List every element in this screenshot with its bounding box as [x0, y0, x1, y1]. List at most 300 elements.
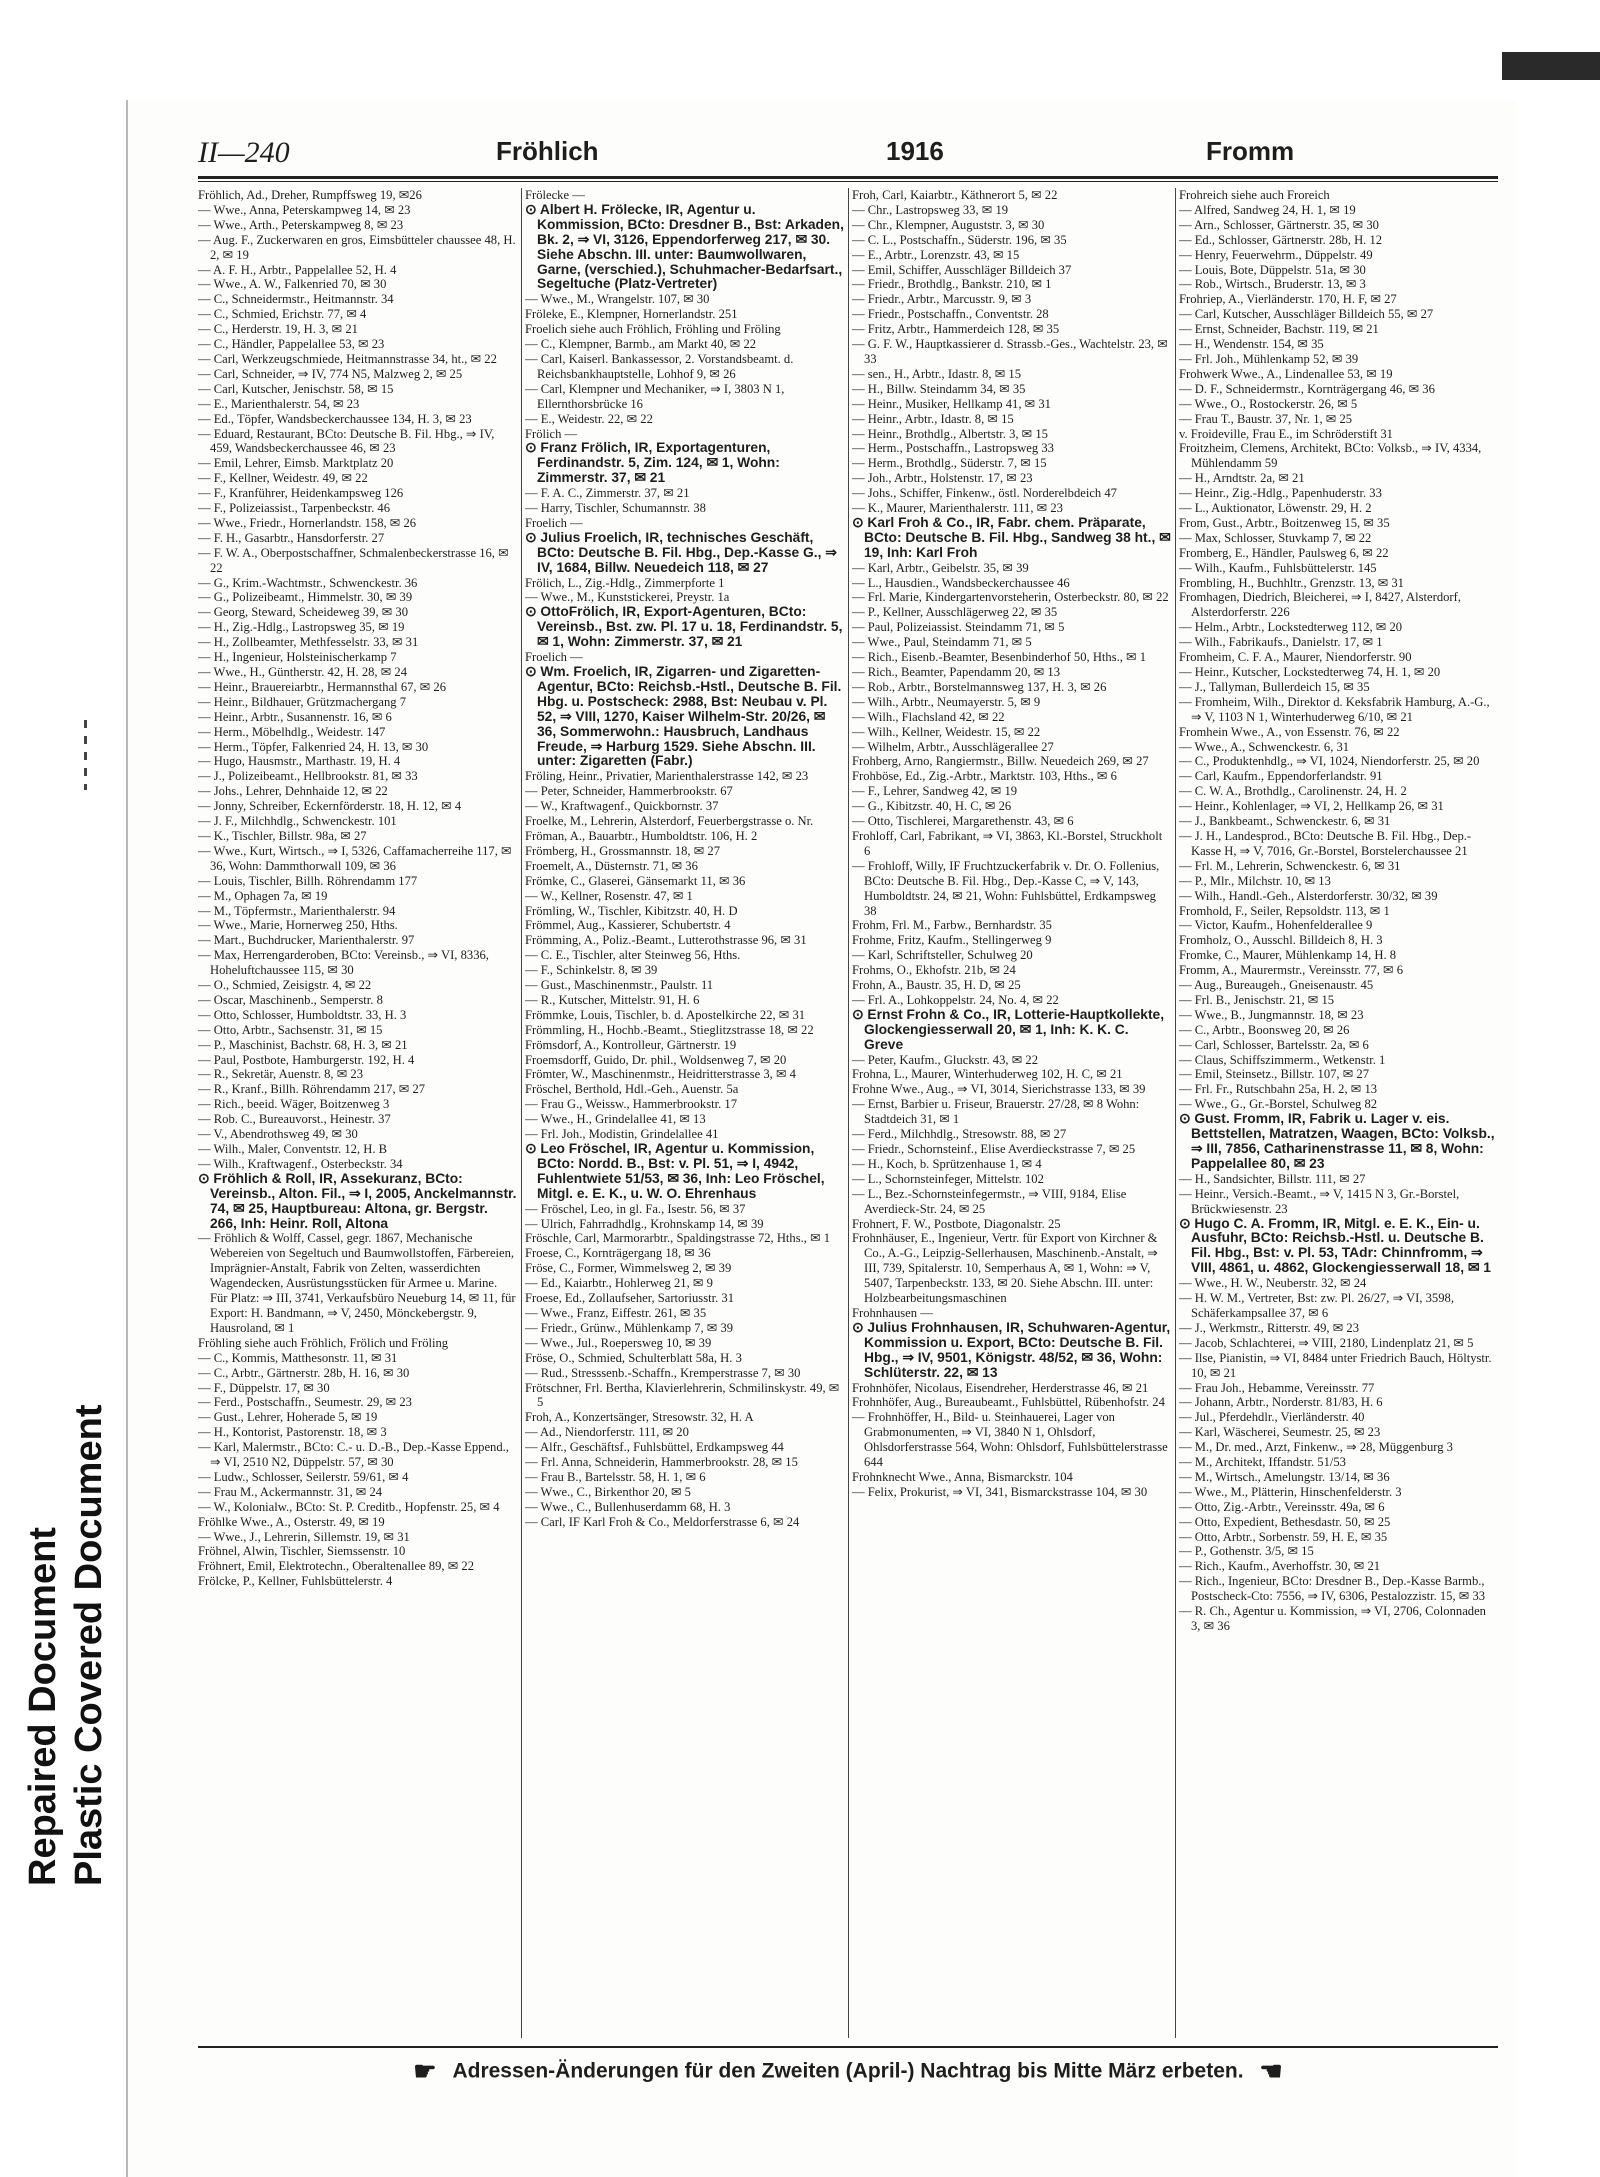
directory-entry: — H., Ingenieur, Holsteinischerkamp 7 — [198, 650, 397, 665]
directory-entry: Fromholz, O., Ausschl. Billdeich 8, H. 3 — [1179, 933, 1383, 948]
column-3 — [852, 188, 1171, 2038]
directory-entry: — Ernst, Barbier u. Friseur, Brauerstr. 27/28, ✉ 8 Wohn: Stadtdeich 31, ✉ 1 — [852, 1097, 1140, 1127]
column-divider — [1175, 188, 1176, 2038]
directory-entry: — F., Kellner, Weidestr. 49, ✉ 22 — [198, 471, 368, 486]
directory-entry: Frohm, Frl. M., Farbw., Bernhardstr. 35 — [852, 918, 1052, 933]
directory-entry: Froemelt, A., Düsternstr. 71, ✉ 36 — [525, 858, 698, 873]
directory-entry: Frömmel, Aug., Kassierer, Schubertstr. 4 — [525, 918, 731, 933]
directory-entry: Frömsdorf, A., Kontrolleur, Gärtnerstr. 19 — [525, 1037, 737, 1052]
directory-entry: — Mart., Buchdrucker, Marienthalerstr. 97 — [198, 933, 415, 948]
directory-entry: — Oscar, Maschinenb., Semperstr. 8 — [198, 992, 383, 1007]
directory-entry: Frölich, L., Zig.-Hdlg., Zimmerpforte 1 — [525, 575, 725, 590]
directory-entry: — F., Schinkelstr. 8, ✉ 39 — [525, 963, 658, 978]
scan-top-margin — [0, 0, 1600, 52]
directory-entry: — Frl. M., Lehrerin, Schwenckestr. 6, ✉ 31 — [1179, 858, 1401, 873]
directory-entry: — Heinr., Arbtr., Susannenstr. 16, ✉ 6 — [198, 709, 392, 724]
directory-entry: — Carl, Kutscher, Ausschläger Billdeich 55, ✉ 27 — [1179, 307, 1434, 322]
directory-entry: — Ernst, Schneider, Bachstr. 119, ✉ 21 — [1179, 322, 1379, 337]
directory-entry: — L., Hausdien., Wandsbeckerchaussee 46 — [852, 575, 1070, 590]
directory-entry: — O., Schmied, Zeisigstr. 4, ✉ 22 — [198, 978, 372, 993]
firm-entry: ⊙ Albert H. Frölecke, IR, Agentur u. Kommission, BCto: Dresdner B., Bst: Arkaden, Bk. 2, ⇒ VI, 3126, Eppendorferweg 217, ✉ 30. Siehe Abschn. III. unter: Baumwollwaren, Garne, (verschied.), Schuhmacher-Bedarfsart., Segeltuche (Platz-Vertreter) — [525, 201, 844, 292]
directory-entry: — C. W. A., Brothdlg., Carolinenstr. 24, H. 2 — [1179, 784, 1407, 799]
directory-entry: — Wilh., Kellner, Weidestr. 15, ✉ 22 — [852, 724, 1041, 739]
directory-entry: — Heinr., Arbtr., Idastr. 8, ✉ 15 — [852, 411, 1014, 426]
directory-entry: — G., Krim.-Wachtmstr., Schwenckestr. 36 — [198, 575, 418, 590]
directory-entry: — Rob., Wirtsch., Bruderstr. 13, ✉ 3 — [1179, 277, 1366, 292]
directory-entry: — Fromheim, Wilh., Direktor d. Keksfabrik Hamburg, A.-G., ⇒ V, 1103 N 1, Winterhuderweg 6/10, ✉ 21 — [1179, 694, 1490, 724]
directory-entry: — Claus, Schiffszimmerm., Wetkenstr. 1 — [1179, 1052, 1386, 1067]
directory-entry: — Jacob, Schlachterei, ⇒ VIII, 2180, Lindenplatz 21, ✉ 5 — [1179, 1335, 1474, 1350]
footer-rule — [198, 2046, 1498, 2048]
directory-entry: — Ferd., Milchhdlg., Stresowstr. 88, ✉ 27 — [852, 1127, 1067, 1142]
directory-entry: — Wwe., M., Wrangelstr. 107, ✉ 30 — [525, 292, 710, 307]
firm-entry: ⊙ Wm. Froelich, IR, Zigarren- und Zigaretten-Agentur, BCto: Reichsb.-Hstl., Deutsche B. Fil. Hbg. u. Postscheck: 2988, Bst: Neubau v. Pl. 52, ⇒ VIII, 1270, Kaiser Wilhelm-Str. 20/26, ✉ 36, Sommerwohn.: Hausbruch, Landhaus Freude, ⇒ Harburg 1529. Siehe Abschn. III. unter: Zigaretten (Fabr.) — [525, 664, 842, 769]
directory-entry: — Felix, Prokurist, ⇒ VI, 341, Bismarckstrasse 104, ✉ 30 — [852, 1484, 1148, 1499]
directory-entry: — Hugo, Hausmstr., Marthastr. 19, H. 4 — [198, 754, 401, 769]
firm-entry: ⊙ Franz Frölich, IR, Exportagenturen, Ferdinandstr. 5, Zim. 124, ✉ 1, Wohn: Zimmerstr. 37, ✉ 21 — [525, 440, 780, 486]
directory-entry: — K., Maurer, Marienthalerstr. 111, ✉ 23 — [852, 501, 1063, 516]
directory-entry: Froelich — — [525, 515, 583, 530]
directory-entry: — Wwe., O., Rostockerstr. 26, ✉ 5 — [1179, 396, 1358, 411]
directory-entry: — Carl, IF Karl Froh & Co., Meldorferstrasse 6, ✉ 24 — [525, 1514, 800, 1529]
directory-entry: — Herm., Töpfer, Falkenried 24, H. 13, ✉ 30 — [198, 739, 429, 754]
directory-entry: — Wwe., Jul., Roepersweg 10, ✉ 39 — [525, 1335, 712, 1350]
directory-entry: — Ludw., Schlosser, Seilerstr. 59/61, ✉ 4 — [198, 1469, 409, 1484]
directory-entry: — A. F. H., Arbtr., Pappelallee 52, H. 4 — [198, 262, 397, 277]
column-divider — [848, 188, 849, 2038]
directory-entry: — Fröschel, Leo, in gl. Fa., Isestr. 56, ✉ 37 — [525, 1201, 746, 1216]
directory-entry: — Alfred, Sandweg 24, H. 1, ✉ 19 — [1179, 202, 1356, 217]
directory-entry: — Carl, Kaiserl. Bankassessor, 2. Vorstandsbeamt. d. Reichsbankhauptstelle, Lohhof 9, ✉ 26 — [525, 351, 794, 381]
directory-entry: — Wwe., Marie, Hornerweg 250, Hths. — [198, 918, 398, 933]
directory-entry: Fromhagen, Diedrich, Bleicherei, ⇒ I, 8427, Alsterdorf, Alsterdorferstr. 226 — [1179, 590, 1461, 620]
directory-entry: — Otto, Expedient, Bethesdastr. 50, ✉ 25 — [1179, 1514, 1391, 1529]
directory-entry: — R., Sekretär, Auenstr. 8, ✉ 23 — [198, 1067, 364, 1082]
directory-entry: Frohnert, F. W., Postbote, Diagonalstr. 25 — [852, 1216, 1061, 1231]
directory-entry: Fromke, C., Maurer, Mühlenkamp 14, H. 8 — [1179, 948, 1397, 963]
directory-entry: — W., Kraftwagenf., Quickbornstr. 37 — [525, 799, 719, 814]
directory-entry: — E., Weidestr. 22, ✉ 22 — [525, 411, 653, 426]
directory-entry: Frömming, A., Poliz.-Beamt., Lutterothstrasse 96, ✉ 31 — [525, 933, 807, 948]
directory-entry: — Karl, Wäscherei, Seumestr. 25, ✉ 23 — [1179, 1425, 1381, 1440]
directory-entry: — Georg, Steward, Scheideweg 39, ✉ 30 — [198, 605, 409, 620]
directory-entry: — F., Düppelstr. 17, ✉ 30 — [198, 1380, 330, 1395]
directory-entry: Frohnhöfer, Aug., Bureaubeamt., Fuhlsbüttel, Rübenhofstr. 24 — [852, 1395, 1165, 1410]
directory-entry: — Wwe., H., Grindelallee 41, ✉ 13 — [525, 1112, 706, 1127]
directory-entry: — Frohloff, Willy, IF Fruchtzuckerfabrik v. Dr. O. Follenius, BCto: Deutsche B. Fil. Hbg., Dep.-Kasse C, ⇒ V, 143, Humboldtstr. 24, ✉ 21, Wohn: Fuhlsbüttel, Erdkampsweg 38 — [852, 858, 1160, 918]
header-rule-thin — [198, 181, 1498, 182]
directory-entry: Fromhein Wwe., A., von Essenstr. 76, ✉ 22 — [1179, 724, 1400, 739]
directory-entry: — Carl, Kutscher, Jenischstr. 58, ✉ 15 — [198, 381, 394, 396]
directory-entry: — Helm., Arbtr., Lockstedterweg 112, ✉ 20 — [1179, 620, 1403, 635]
directory-entry: — Karl, Schriftsteller, Schulweg 20 — [852, 948, 1033, 963]
directory-entry: — Emil, Schiffer, Ausschläger Billdeich 37 — [852, 262, 1072, 277]
directory-entry: — D. F., Schneidermstr., Kornträgergang 46, ✉ 36 — [1179, 381, 1435, 396]
pointing-hand-left-icon: ☚ — [1259, 2056, 1283, 2086]
directory-entry: — Wwe., H. W., Neuberstr. 32, ✉ 24 — [1179, 1276, 1367, 1291]
directory-entry: Fröhnel, Alwin, Tischler, Siemssenstr. 10 — [198, 1544, 406, 1559]
directory-entry: — Aug. F., Zuckerwaren en gros, Eimsbütteler chaussee 48, H. 2, ✉ 19 — [198, 232, 516, 262]
directory-entry: — Carl, Klempner und Mechaniker, ⇒ I, 3803 N 1, Ellernthorsbrücke 16 — [525, 381, 785, 411]
document-condition-stamp — [20, 1090, 110, 1890]
directory-entry: — Wilh., Kraftwagenf., Osterbeckstr. 34 — [198, 1156, 403, 1171]
directory-entry: — Frl. Joh., Modistin, Grindelallee 41 — [525, 1127, 719, 1142]
directory-entry: — Rich., Eisenb.-Beamter, Besenbinderhof 50, Hths., ✉ 1 — [852, 650, 1147, 665]
firm-entry: ⊙ Leo Fröschel, IR, Agentur u. Kommission, BCto: Nordd. B., Bst: v. Pl. 51, ⇒ I, 4942, Fuhlentwiete 51/53, ✉ 36, Inh: Leo Fröschel, Mitgl. e. E. K., u. W. O. Ehrenhaus — [525, 1141, 825, 1201]
directory-entry: — Otto, Tischlerei, Margarethenstr. 43, ✉ 6 — [852, 814, 1074, 829]
directory-entry: — E., Marienthalerstr. 54, ✉ 23 — [198, 396, 360, 411]
directory-entry: — J., Werkmstr., Ritterstr. 49, ✉ 23 — [1179, 1320, 1360, 1335]
directory-entry: — Johann, Arbtr., Norderstr. 81/83, H. 6 — [1179, 1395, 1383, 1410]
header-rule — [198, 176, 1498, 179]
directory-entry: — Aug., Bureaugeh., Gneisenaustr. 45 — [1179, 978, 1374, 993]
directory-entry: Fröling, Heinr., Privatier, Marienthalerstrasse 142, ✉ 23 — [525, 769, 809, 784]
directory-entry: Frömmling, H., Hochb.-Beamt., Stieglitzstrasse 18, ✉ 22 — [525, 1022, 814, 1037]
directory-entry: — M., Wirtsch., Amelungstr. 13/14, ✉ 36 — [1179, 1469, 1390, 1484]
directory-entry: — Heinr., Kutscher, Lockstedterweg 74, H. 1, ✉ 20 — [1179, 665, 1441, 679]
directory-entry: — Carl, Schlosser, Bartelsstr. 2a, ✉ 6 — [1179, 1037, 1369, 1052]
directory-entry: — Wilh., Flachsland 42, ✉ 22 — [852, 709, 1005, 724]
directory-entry: Frölich — — [525, 426, 578, 441]
directory-entry: — Rob. C., Bureauvorst., Heinestr. 37 — [198, 1112, 391, 1127]
directory-entry: — sen., H., Arbtr., Idastr. 8, ✉ 15 — [852, 366, 1022, 381]
directory-entry: — Friedr., Brothdlg., Bankstr. 210, ✉ 1 — [852, 277, 1052, 292]
directory-entry: — L., Auktionator, Löwenstr. 29, H. 2 — [1179, 501, 1372, 516]
stamp-divider — [84, 720, 87, 790]
directory-entry: — Harry, Tischler, Schumannstr. 38 — [525, 501, 706, 516]
directory-entry: — Otto, Arbtr., Sorbenstr. 59, H. E, ✉ 35 — [1179, 1529, 1388, 1544]
directory-entry: — H., Koch, b. Sprützenhause 1, ✉ 4 — [852, 1156, 1042, 1171]
firm-entry: ⊙ Fröhlich & Roll, IR, Assekuranz, BCto: Vereinsb., Alton. Fil., ⇒ I, 2005, Anckelmannstr. 74, ✉ 25, Hauptbureau: Altona, gr. Bergstr. 266, Inh: Heinr. Roll, Altona — [198, 1170, 517, 1231]
directory-entry: Frömling, W., Tischler, Kibitzstr. 40, H. D — [525, 903, 738, 918]
directory-entry: Froh, Carl, Kaiarbtr., Käthnerort 5, ✉ 22 — [852, 188, 1058, 202]
directory-entry: — H., Sandsichter, Billstr. 111, ✉ 27 — [1179, 1171, 1366, 1186]
directory-entry: — Wwe., J., Lehrerin, Sillemstr. 19, ✉ 31 — [198, 1529, 410, 1544]
directory-entry: Frombling, H., Buchhltr., Grenzstr. 13, ✉ 31 — [1179, 575, 1404, 590]
directory-entry: Froelich — — [525, 650, 583, 665]
directory-entry: — Ed., Schlosser, Gärtnerstr. 28b, H. 12 — [1179, 232, 1383, 247]
page-footer — [198, 2056, 1498, 2090]
directory-entry: — Henry, Feuerwehrm., Düppelstr. 49 — [1179, 247, 1373, 262]
directory-entry: — W., Kolonialw., BCto: St. P. Creditb., Hopfenstr. 25, ✉ 4 — [198, 1499, 500, 1514]
directory-entry: — Wilhelm, Arbtr., Ausschlägerallee 27 — [852, 739, 1054, 754]
directory-entry: — Chr., Lastropsweg 33, ✉ 19 — [852, 202, 1009, 217]
directory-entry: — Wwe., Franz, Eiffestr. 261, ✉ 35 — [525, 1305, 707, 1320]
directory-entry: — Peter, Kaufm., Gluckstr. 43, ✉ 22 — [852, 1052, 1038, 1067]
directory-entry: — F., Polizeiassist., Tarpenbeckstr. 46 — [198, 501, 391, 516]
pointing-hand-right-icon: ☛ — [413, 2056, 437, 2086]
directory-entry: Frohnhausen — — [852, 1305, 933, 1320]
directory-entry: Frölecke — — [525, 188, 585, 202]
directory-entry: — C., Händler, Pappelallee 53, ✉ 23 — [198, 337, 385, 352]
directory-entry: — Heinr., Musiker, Hellkamp 41, ✉ 31 — [852, 396, 1051, 411]
directory-entry: Frohms, O., Ekhofstr. 21b, ✉ 24 — [852, 963, 1016, 978]
directory-entry: — J., Bankbeamt., Schwenckestr. 6, ✉ 31 — [1179, 814, 1391, 829]
directory-entry: Fromheim, C. F. A., Maurer, Niendorferstr. 90 — [1179, 650, 1412, 665]
directory-entry: Froelke, M., Lehrerin, Alsterdorf, Feuerbergstrasse o. Nr. — [525, 814, 814, 829]
directory-entry: — Wwe., C., Bullenhuserdamm 68, H. 3 — [525, 1499, 731, 1514]
directory-entry: — Heinr., Brothdlg., Albertstr. 3, ✉ 15 — [852, 426, 1048, 441]
directory-entry: — G., Polizeibeamt., Himmelstr. 30, ✉ 39 — [198, 590, 413, 605]
stamp-repaired: Repaired Document — [22, 1527, 64, 1886]
directory-entry: — Heinr., Bildhauer, Grützmachergang 7 — [198, 694, 407, 709]
directory-entry: — C., Klempner, Barmb., am Markt 40, ✉ 22 — [525, 337, 757, 352]
firm-entry: ⊙ OttoFrölich, IR, Export-Agenturen, BCto: Vereinsb., Bst. zw. Pl. 17 u. 18, Ferdinandstr. 5, ✉ 1, Wohn: Zimmerstr. 37, ✉ 21 — [525, 604, 843, 650]
directory-entry: — C., Arbtr., Gärtnerstr. 28b, H. 16, ✉ 30 — [198, 1365, 410, 1380]
directory-entry: — Heinr., Brauereiarbtr., Hermannsthal 67, ✉ 26 — [198, 679, 447, 694]
directory-entry: — Wwe., A. W., Falkenried 70, ✉ 30 — [198, 277, 387, 292]
directory-entry: Fröschel, Berthold, Hdl.-Geh., Auenstr. 5a — [525, 1082, 739, 1097]
directory-entry: — Wwe., Arth., Peterskampweg 8, ✉ 23 — [198, 217, 404, 232]
directory-entry: — Friedr., Grünw., Mühlenkamp 7, ✉ 39 — [525, 1320, 734, 1335]
directory-entry: — Wilh., Handl.-Geh., Alsterdorferstr. 30/32, ✉ 39 — [1179, 888, 1438, 903]
firm-entry: ⊙ Hugo C. A. Fromm, IR, Mitgl. e. E. K., Ein- u. Ausfuhr, BCto: Reichsb.-Hstl. u. Deutsche B. Fil. Hbg., Bst: v. Pl. 53, TAdr: Chinnfromm, ⇒ VIII, 4861, u. 4862, Glockengiesserwall 18, ✉ 1 — [1179, 1215, 1491, 1276]
directory-entry: — Wwe., Paul, Steindamm 71, ✉ 5 — [852, 635, 1032, 650]
directory-entry: — F., Lehrer, Sandweg 42, ✉ 19 — [852, 784, 1018, 799]
header-last-entry: Fromm — [1206, 136, 1295, 166]
directory-entry: — Johs., Schiffer, Finkenw., östl. Norderelbdeich 47 — [852, 486, 1117, 501]
directory-entry: — Louis, Tischler, Billh. Röhrendamm 177 — [198, 873, 418, 888]
directory-entry: — Karl, Arbtr., Geibelstr. 35, ✉ 39 — [852, 560, 1029, 575]
directory-entry: — Karl, Malermstr., BCto: C.- u. D.-B., Dep.-Kasse Eppend., ⇒ VI, 2510 N2, Düppelstr. 57, ✉ 30 — [198, 1440, 509, 1470]
scanner-edge-bar — [1502, 52, 1600, 80]
directory-entry: — C., Schmied, Erichstr. 77, ✉ 4 — [198, 307, 367, 322]
directory-entry: — Johs., Lehrer, Dehnhaide 12, ✉ 22 — [198, 784, 388, 799]
directory-entry: — J., Polizeibeamt., Hellbrookstr. 81, ✉ 33 — [198, 769, 418, 784]
directory-entry: — Ferd., Postschaffn., Seumestr. 29, ✉ 23 — [198, 1395, 412, 1410]
directory-entry: Fröhling siehe auch Fröhlich, Frölich und Fröling — [198, 1335, 449, 1350]
directory-entry: Frohböse, Ed., Zig.-Arbtr., Marktstr. 103, Hths., ✉ 6 — [852, 769, 1117, 784]
directory-columns — [198, 188, 1498, 2038]
directory-entry: — Otto, Arbtr., Sachsenstr. 31, ✉ 15 — [198, 1022, 383, 1037]
directory-entry: — Frl. A., Lohkoppelstr. 24, No. 4, ✉ 22 — [852, 992, 1059, 1007]
directory-entry: Froh, A., Konzertsänger, Stresowstr. 32, H. A — [525, 1410, 754, 1425]
directory-entry: — Arn., Schlosser, Gärtnerstr. 35, ✉ 30 — [1179, 217, 1379, 232]
directory-entry: Fromhold, F., Seiler, Repsoldstr. 113, ✉ 1 — [1179, 903, 1390, 918]
directory-entry: Frohberg, Arno, Rangiermstr., Billw. Neuedeich 269, ✉ 27 — [852, 754, 1149, 769]
directory-entry: Frölcke, P., Kellner, Fuhlsbüttelerstr. 4 — [198, 1574, 393, 1589]
directory-entry: — Ed., Kaiarbtr., Hohlerweg 21, ✉ 9 — [525, 1276, 713, 1291]
directory-entry: — L., Bez.-Schornsteinfegermstr., ⇒ VIII, 9184, Elise Averdieck-Str. 24, ✉ 25 — [852, 1186, 1127, 1216]
directory-entry: Froese, Ed., Zollaufseher, Sartoriusstr. 31 — [525, 1291, 735, 1306]
header-year: 1916 — [886, 136, 944, 166]
directory-entry: Frömmke, Louis, Tischler, b. d. Apostelkirche 22, ✉ 31 — [525, 1007, 806, 1022]
directory-entry: — Rich., beeid. Wäger, Boitzenweg 3 — [198, 1097, 390, 1112]
header-first-entry: Fröhlich — [496, 136, 599, 166]
directory-entry: — Frohnhöffer, H., Bild- u. Steinhauerei, Lager von Grabmonumenten, ⇒ VI, 3840 N 1, Ohlsdorf, Ohlsdorferstrasse 564, Wohn: Ohlsdorf, Fuhlsbüttelerstrasse 644 — [852, 1410, 1168, 1470]
directory-entry: — P., Mlr., Milchstr. 10, ✉ 13 — [1179, 873, 1331, 888]
directory-entry: Frömke, C., Glaserei, Gänsemarkt 11, ✉ 36 — [525, 873, 746, 888]
directory-entry: — Wwe., B., Jungmannstr. 18, ✉ 23 — [1179, 1007, 1364, 1022]
directory-entry: — J., Tallyman, Bullerdeich 15, ✉ 35 — [1179, 679, 1370, 694]
directory-entry: — Eduard, Restaurant, BCto: Deutsche B. Fil. Hbg., ⇒ IV, 459, Wandsbeckerchaussee 46, ✉ 23 — [198, 426, 495, 456]
directory-entry: — F., Kranführer, Heidenkampsweg 126 — [198, 486, 404, 501]
directory-entry: — Heinr., Versich.-Beamt., ⇒ V, 1415 N 3, Gr.-Borstel, Brückwiesenstr. 23 — [1179, 1186, 1460, 1216]
directory-entry: — Victor, Kaufm., Hohenfelderallee 9 — [1179, 918, 1373, 933]
directory-entry: — Max, Schlosser, Stuvkamp 7, ✉ 22 — [1179, 530, 1372, 545]
directory-entry: — Wwe., H., Güntherstr. 42, H. 28, ✉ 24 — [198, 665, 408, 679]
directory-entry: — F. A. C., Zimmerstr. 37, ✉ 21 — [525, 486, 690, 501]
firm-entry: ⊙ Julius Frohnhausen, IR, Schuhwaren-Agentur, Kommission u. Export, BCto: Deutsche B. Fil. Hbg., ⇒ IV, 9501, Königstr. 48/52, ✉ 36, Wohn: Schlüterstr. 22, ✉ 13 — [852, 1319, 1171, 1380]
directory-entry: — Rud., Stresssenb.-Schaffn., Kremperstrasse 7, ✉ 30 — [525, 1365, 801, 1380]
directory-entry: — Ad., Niendorferstr. 111, ✉ 20 — [525, 1425, 689, 1440]
directory-entry: — Ilse, Pianistin, ⇒ VI, 8484 unter Friedrich Bauch, Höltystr. 10, ✉ 21 — [1179, 1350, 1492, 1380]
directory-entry: — Frl. Joh., Mühlenkamp 52, ✉ 39 — [1179, 351, 1359, 366]
directory-entry: — H., Zig.-Hdlg., Lastropsweg 35, ✉ 19 — [198, 620, 405, 635]
directory-entry: Frohloff, Carl, Fabrikant, ⇒ VI, 3863, Kl.-Borstel, Struckholt 6 — [852, 828, 1163, 858]
directory-entry: — C., Herderstr. 19, H. 3, ✉ 21 — [198, 322, 358, 337]
directory-entry: Frohne Wwe., Aug., ⇒ VI, 3014, Sierichstrasse 133, ✉ 39 — [852, 1082, 1146, 1097]
directory-entry: — R., Kranf., Billh. Röhrendamm 217, ✉ 27 — [198, 1082, 426, 1097]
directory-entry: Frömberg, H., Grossmannstr. 18, ✉ 27 — [525, 843, 721, 858]
directory-entry: — M., Ophagen 7a, ✉ 19 — [198, 888, 328, 903]
directory-entry: Fröhnert, Emil, Elektrotechn., Oberaltenallee 89, ✉ 22 — [198, 1559, 474, 1574]
directory-entry: — Heinr., Kohlenlager, ⇒ VI, 2, Hellkamp 26, ✉ 31 — [1179, 799, 1444, 814]
directory-entry: — Wwe., Anna, Peterskampweg 14, ✉ 23 — [198, 202, 411, 217]
directory-entry: — Frl. B., Jenischstr. 21, ✉ 15 — [1179, 992, 1335, 1007]
directory-entry: Fröse, O., Schmied, Schulterblatt 58a, H. 3 — [525, 1350, 742, 1365]
directory-entry: — Wilh., Maler, Conventstr. 12, H. B — [198, 1142, 388, 1156]
directory-entry: — Chr., Klempner, Auguststr. 3, ✉ 30 — [852, 217, 1045, 232]
directory-entry: — Ulrich, Fahrradhdlg., Krohnskamp 14, ✉ 39 — [525, 1216, 764, 1231]
directory-entry: — Wilh., Kaufm., Fuhlsbüttelerstr. 145 — [1179, 560, 1377, 575]
directory-entry: — Emil, Lehrer, Eimsb. Marktplatz 20 — [198, 456, 394, 471]
directory-entry: — Fröhlich & Wolff, Cassel, gegr. 1867, Mechanische Webereien von Segeltuch und Baumwollstoffen, Färbereien, Imprägnier-Anstalt, Fabrik von Zelten, wasserdichten Wagendecken, Ausrüstungsstücken für Armee u. Marine. Für Platz: ⇒ III, 3741, Verkaufsbüro Neueburg 14, ✉ 11, für Export: H. Bandmann, ⇒ V, 2450, Mönckebergstr. 9, Hausroland, ✉ 1 — [198, 1231, 516, 1335]
directory-entry: — Emil, Steinsetz., Billstr. 107, ✉ 27 — [1179, 1067, 1370, 1082]
directory-entry: — M., Töpfermstr., Marienthalerstr. 94 — [198, 903, 396, 918]
directory-entry: Fröhlke Wwe., A., Osterstr. 49, ✉ 19 — [198, 1514, 385, 1529]
directory-entry: — Carl, Werkzeugschmiede, Heitmannstrasse 34, ht., ✉ 22 — [198, 351, 497, 366]
directory-entry: — Rich., Beamter, Papendamm 20, ✉ 13 — [852, 665, 1061, 679]
directory-entry: — Friedr., Schornsteinf., Elise Averdieckstrasse 7, ✉ 25 — [852, 1142, 1136, 1156]
directory-entry: — Paul, Polizeiassist. Steindamm 71, ✉ 5 — [852, 620, 1065, 635]
column-2 — [525, 188, 844, 2038]
directory-entry: Froemsdorff, Guido, Dr. phil., Woldsenweg 7, ✉ 20 — [525, 1052, 787, 1067]
directory-entry: — Louis, Bote, Düppelstr. 51a, ✉ 30 — [1179, 262, 1366, 277]
directory-entry: — Rich., Kaufm., Averhoffstr. 30, ✉ 21 — [1179, 1559, 1381, 1574]
directory-entry: — Jonny, Schreiber, Eckernförderstr. 18, H. 12, ✉ 4 — [198, 799, 462, 814]
directory-entry: — Herm., Postschaffn., Lastropsweg 33 — [852, 441, 1054, 456]
directory-entry: — V., Abendrothsweg 49, ✉ 30 — [198, 1127, 358, 1142]
directory-entry: — E., Arbtr., Lorenzstr. 43, ✉ 15 — [852, 247, 1020, 262]
directory-entry: — Wwe., G., Gr.-Borstel, Schulweg 82 — [1179, 1097, 1378, 1112]
directory-entry: Frohnhöfer, Nicolaus, Eisendreher, Herderstrasse 46, ✉ 21 — [852, 1380, 1149, 1395]
directory-entry: Fröman, A., Bauarbtr., Humboldtstr. 106, H. 2 — [525, 828, 758, 843]
directory-entry: — Wilh., Fabrikaufs., Danielstr. 17, ✉ 1 — [1179, 635, 1383, 650]
directory-entry: — Fritz, Arbtr., Hammerdeich 128, ✉ 35 — [852, 322, 1060, 337]
directory-entry: — Carl, Schneider, ⇒ IV, 774 N5, Malzweg 2, ✉ 25 — [198, 366, 463, 381]
directory-entry: — Wwe., C., Birkenthor 20, ✉ 5 — [525, 1484, 691, 1499]
directory-entry: Fromberg, E., Händler, Paulsweg 6, ✉ 22 — [1179, 545, 1389, 560]
directory-entry: — Jul., Pferdehdlr., Vierländerstr. 40 — [1179, 1410, 1365, 1425]
directory-entry: — Wwe., Kurt, Wirtsch., ⇒ I, 5326, Caffamacherreihe 117, ✉ 36, Wohn: Dammthorwall 109, ✉ 36 — [198, 843, 512, 873]
firm-entry: ⊙ Julius Froelich, IR, technisches Geschäft, BCto: Deutsche B. Fil. Hbg., Dep.-Kasse G., ⇒ IV, 1684, Billw. Neuedeich 118, ✉ 27 — [525, 529, 837, 575]
directory-entry: — P., Maschinist, Bachstr. 68, H. 3, ✉ 21 — [198, 1037, 408, 1052]
directory-entry: Froese, C., Kornträgergang 18, ✉ 36 — [525, 1246, 711, 1261]
directory-entry: — Rich., Ingenieur, BCto: Dresdner B., Dep.-Kasse Barmb., Postscheck-Cto: 7556, ⇒ IV, 6306, Pestalozzistr. 15, ✉ 33 — [1179, 1574, 1486, 1604]
directory-entry: — Wwe., M., Kunststickerei, Preystr. 1a — [525, 590, 730, 605]
directory-entry: Frohna, L., Maurer, Winterhuderweg 102, H. C, ✉ 21 — [852, 1067, 1123, 1082]
directory-entry: Fröschle, Carl, Marmorarbtr., Spaldingstrasse 72, Hths., ✉ 1 — [525, 1231, 831, 1246]
directory-page — [126, 100, 1516, 2177]
directory-entry: Fröleke, E., Klempner, Hornerlandstr. 251 — [525, 307, 738, 322]
directory-entry: Frötschner, Frl. Bertha, Klavierlehrerin, Schmilinskystr. 49, ✉ 5 — [525, 1380, 840, 1410]
firm-entry: ⊙ Ernst Frohn & Co., IR, Lotterie-Hauptkollekte, Glockengiesserwall 20, ✉ 1, Inh: K. K. C. Greve — [852, 1006, 1165, 1052]
directory-entry: v. Froideville, Frau E., im Schröderstift 31 — [1179, 426, 1393, 441]
column-4 — [1179, 188, 1498, 2038]
directory-entry: — C., Arbtr., Boonsweg 20, ✉ 26 — [1179, 1022, 1350, 1037]
directory-entry: — Wilh., Arbtr., Neumayerstr. 5, ✉ 9 — [852, 694, 1041, 709]
directory-entry: — Herm., Brothdlg., Süderstr. 7, ✉ 15 — [852, 456, 1047, 471]
directory-entry: Frohriep, A., Vierländerstr. 170, H. F, ✉ 27 — [1179, 292, 1397, 307]
directory-entry: — C. E., Tischler, alter Steinweg 56, Hths. — [525, 948, 741, 963]
directory-entry: — R. Ch., Agentur u. Kommission, ⇒ VI, 2706, Colonnaden 3, ✉ 36 — [1179, 1604, 1486, 1633]
directory-entry: — Alfr., Geschäftsf., Fuhlsbüttel, Erdkampsweg 44 — [525, 1440, 784, 1455]
directory-entry: — Friedr., Postschaffn., Conventstr. 28 — [852, 307, 1049, 322]
directory-entry: — H., Billw. Steindamm 34, ✉ 35 — [852, 381, 1026, 396]
directory-entry: Frohreich siehe auch Froreich — [1179, 188, 1330, 202]
directory-entry: Frohme, Fritz, Kaufm., Stellingerweg 9 — [852, 933, 1052, 948]
directory-entry: — Otto, Zig.-Arbtr., Vereinsstr. 49a, ✉ 6 — [1179, 1499, 1385, 1514]
directory-entry: — C., Kommis, Matthesonstr. 11, ✉ 31 — [198, 1350, 398, 1365]
directory-entry: Froelich siehe auch Fröhlich, Fröhling und Fröling — [525, 322, 781, 337]
directory-entry: — H., Wendenstr. 154, ✉ 35 — [1179, 337, 1324, 352]
directory-entry: — R., Kutscher, Mittelstr. 91, H. 6 — [525, 992, 700, 1007]
directory-entry: — Herm., Möbelhdlg., Weidestr. 147 — [198, 724, 386, 739]
directory-entry: — Ed., Töpfer, Wandsbeckerchaussee 134, H. 3, ✉ 23 — [198, 411, 472, 426]
directory-entry: — H., Kontorist, Pastorenstr. 18, ✉ 3 — [198, 1425, 387, 1440]
directory-entry: — M., Dr. med., Arzt, Finkenw., ⇒ 28, Müggenburg 3 — [1179, 1440, 1453, 1455]
directory-entry: Frohnknecht Wwe., Anna, Bismarckstr. 104 — [852, 1469, 1073, 1484]
directory-entry: — Max, Herrengarderoben, BCto: Vereinsb., ⇒ VI, 8336, Hoheluftchaussee 115, ✉ 30 — [198, 948, 489, 978]
directory-entry: — W., Kellner, Rosenstr. 47, ✉ 1 — [525, 888, 693, 903]
directory-entry: — G., Kibitzstr. 40, H. C, ✉ 26 — [852, 799, 1012, 814]
directory-entry: Frohnhäuser, E., Ingenieur, Vertr. für Export von Kirchner & Co., A.-G., Leipzig-Sellerhausen, Maschinenb.-Anstalt, ⇒ III, 739, Spitalerstr. 10, Semperhaus A, ✉ 1, Wohn: ⇒ V, 5407, Tarpenbeckstr. 133, ✉ 20. Siehe Abschn. III. unter: Holzbearbeitungsmaschinen — [852, 1231, 1158, 1306]
directory-entry: — H., Zollbeamter, Methfesselstr. 33, ✉ 31 — [198, 635, 419, 650]
firm-entry: ⊙ Karl Froh & Co., IR, Fabr. chem. Präparate, BCto: Deutsche B. Fil. Hbg., Sandweg 38 ht., ✉ 19, Inh: Karl Froh — [852, 514, 1171, 560]
directory-entry: — P., Kellner, Ausschlägerweg 22, ✉ 35 — [852, 605, 1058, 620]
directory-entry: — M., Architekt, Iffandstr. 51/53 — [1179, 1455, 1346, 1470]
directory-entry: — H. W. M., Vertreter, Bst: zw. Pl. 26/27, ⇒ VI, 3598, Schäferkampsallee 37, ✉ 6 — [1179, 1291, 1454, 1320]
directory-entry: — Frl. Fr., Rutschbahn 25a, H. 2, ✉ 13 — [1179, 1082, 1378, 1097]
directory-entry: — Joh., Arbtr., Holstenstr. 17, ✉ 23 — [852, 471, 1033, 486]
firm-entry: ⊙ Gust. Fromm, IR, Fabrik u. Lager v. eis. Bettstellen, Matratzen, Waagen, BCto: Volksb., ⇒ III, 7856, Catharinenstrasse 11, ✉ 8, Wohn: Pappelallee 80, ✉ 23 — [1179, 1111, 1495, 1171]
directory-entry: — Frau M., Ackermannstr. 31, ✉ 24 — [198, 1484, 383, 1499]
directory-entry: — C., Schneidermstr., Heitmannstr. 34 — [198, 292, 394, 307]
directory-entry: — Frau G., Weissw., Hammerbrookstr. 17 — [525, 1097, 738, 1112]
directory-entry: — Otto, Schlosser, Humboldtstr. 33, H. 3 — [198, 1007, 407, 1022]
page-number: II—240 — [198, 136, 290, 169]
directory-entry: — H., Arndtstr. 2a, ✉ 21 — [1179, 471, 1305, 486]
directory-entry: — F. W. A., Oberpostschaffner, Schmalenbeckerstrasse 16, ✉ 22 — [198, 545, 509, 575]
directory-entry: — Frau B., Bartelsstr. 58, H. 1, ✉ 6 — [525, 1469, 706, 1484]
directory-entry: — K., Tischler, Billstr. 98a, ✉ 27 — [198, 828, 367, 843]
directory-entry: — Wwe., Friedr., Hornerlandstr. 158, ✉ 26 — [198, 515, 417, 530]
directory-entry: — Wwe., M., Plätterin, Hinschenfelderstr. 3 — [1179, 1484, 1402, 1499]
directory-entry: — Gust., Maschinenmstr., Paulstr. 11 — [525, 978, 714, 993]
directory-entry: — J. H., Landesprod., BCto: Deutsche B. Fil. Hbg., Dep.-Kasse H, ⇒ V, 7016, Gr.-Borstel, Borstelerchaussee 21 — [1179, 828, 1472, 858]
page-header — [198, 136, 1498, 176]
directory-entry: Fröse, C., Former, Wimmelsweg 2, ✉ 39 — [525, 1261, 732, 1276]
column-1 — [198, 188, 517, 2038]
directory-entry: — Frau T., Baustr. 37, Nr. 1, ✉ 25 — [1179, 411, 1353, 426]
directory-entry: — Friedr., Arbtr., Marcusstr. 9, ✉ 3 — [852, 292, 1032, 307]
directory-entry: — P., Gothenstr. 3/5, ✉ 15 — [1179, 1544, 1314, 1559]
directory-entry: From, Gust., Arbtr., Boitzenweg 15, ✉ 35 — [1179, 515, 1390, 530]
directory-entry: Frömter, W., Maschinenmstr., Heidritterstrasse 3, ✉ 4 — [525, 1067, 796, 1082]
directory-entry: Fröhlich, Ad., Dreher, Rumpffsweg 19, ✉26 — [198, 188, 422, 202]
directory-entry: Frohn, A., Baustr. 35, H. D, ✉ 25 — [852, 978, 1021, 993]
